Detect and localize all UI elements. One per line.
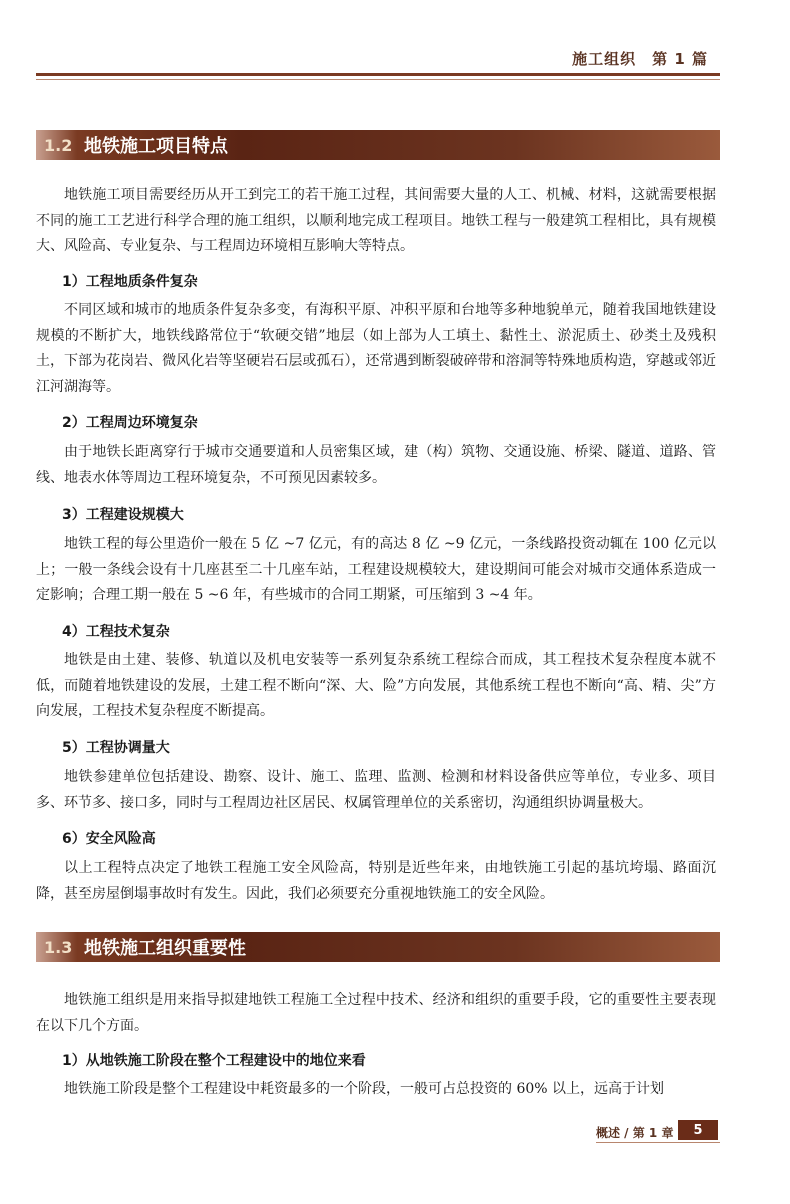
- header-rule-thin: [36, 79, 720, 80]
- running-header-title: 施工组织 第 1 篇: [572, 50, 708, 68]
- subheading: 5）工程协调量大: [62, 740, 170, 756]
- body-paragraph: 以上工程特点决定了地铁工程施工安全风险高，特别是近些年来，由地铁施工引起的基坑垮塌、路面沉降，甚至房屋倒塌事故时有发生。因此，我们必须要充分重视地铁施工的安全风险。: [36, 860, 716, 902]
- body-paragraph: 不同区域和城市的地质条件复杂多变，有海积平原、冲积平原和台地等多种地貌单元，随着我国地铁建设规模的不断扩大，地铁线路常位于“软硬交错”地层（如上部为人工填土、黏性土、淤泥质土、砂类土及残积土，下部为花岗岩、微风化岩等坚硬岩石层或孤石），还常遇到断裂破碎带和溶洞等特殊地质构造，穿越或邻近江河湖海等。: [36, 302, 716, 395]
- footer-rule: [596, 1142, 720, 1143]
- page-number: 5: [678, 1120, 718, 1140]
- section-intro-paragraph: 地铁施工项目需要经历从开工到完工的若干施工过程，其间需要大量的人工、机械、材料，这就需要根据不同的施工工艺进行科学合理的施工组织，以顺利地完成工程项目。地铁工程与一般建筑工程相比，具有规模大、风险高、专业复杂、与工程周边环境相互影响大等特点。: [36, 187, 716, 254]
- subheading: 1）工程地质条件复杂: [62, 274, 198, 290]
- section-title: 地铁施工组织重要性: [84, 938, 246, 959]
- subheading: 1）从地铁施工阶段在整个工程建设中的地位来看: [62, 1053, 366, 1069]
- section-banner-1-3: [36, 932, 720, 962]
- body-paragraph: 地铁工程的每公里造价一般在 5 亿 ~7 亿元，有的高达 8 亿 ~9 亿元，一条线路投资动辄在 100 亿元以上；一般一条线会设有十几座甚至二十几座车站，工程建设规模较大，建设期间可能会对城市交通体系造成一定影响；合理工期一般在 5 ~6 年，有些城市的合同工期紧，可压缩到 3 ~4 年。: [36, 536, 716, 603]
- subheading: 3）工程建设规模大: [62, 507, 184, 523]
- body-paragraph: 地铁参建单位包括建设、勘察、设计、施工、监理、监测、检测和材料设备供应等单位，专业多、项目多、环节多、接口多，同时与工程周边社区居民、权属管理单位的关系密切，沟通组织协调量极大。: [36, 769, 716, 811]
- section-banner-1-2: [36, 130, 720, 160]
- header-rule: [36, 73, 720, 76]
- section-number: 1.3: [44, 937, 73, 957]
- body-paragraph: 地铁是由土建、装修、轨道以及机电安装等一系列复杂系统工程综合而成，其工程技术复杂程度本就不低，而随着地铁建设的发展，土建工程不断向“深、大、险”方向发展，其他系统工程也不断向“高、精、尖”方向发展，工程技术复杂程度不断提高。: [36, 652, 716, 719]
- subheading: 4）工程技术复杂: [62, 624, 170, 640]
- section-title: 地铁施工项目特点: [84, 136, 228, 157]
- body-paragraph: 由于地铁长距离穿行于城市交通要道和人员密集区域，建（构）筑物、交通设施、桥梁、隧道、道路、管线、地表水体等周边工程环境复杂，不可预见因素较多。: [36, 444, 716, 486]
- subheading: 2）工程周边环境复杂: [62, 415, 198, 431]
- body-paragraph: 地铁施工阶段是整个工程建设中耗资最多的一个阶段，一般可占总投资的 60% 以上，远高于计划: [64, 1081, 665, 1097]
- footer-chapter-label: 概述 / 第 1 章: [596, 1126, 674, 1140]
- section-number: 1.2: [44, 135, 73, 155]
- subheading: 6）安全风险高: [62, 831, 156, 847]
- section-intro-paragraph: 地铁施工组织是用来指导拟建地铁工程施工全过程中技术、经济和组织的重要手段，它的重要性主要表现在以下几个方面。: [36, 992, 716, 1034]
